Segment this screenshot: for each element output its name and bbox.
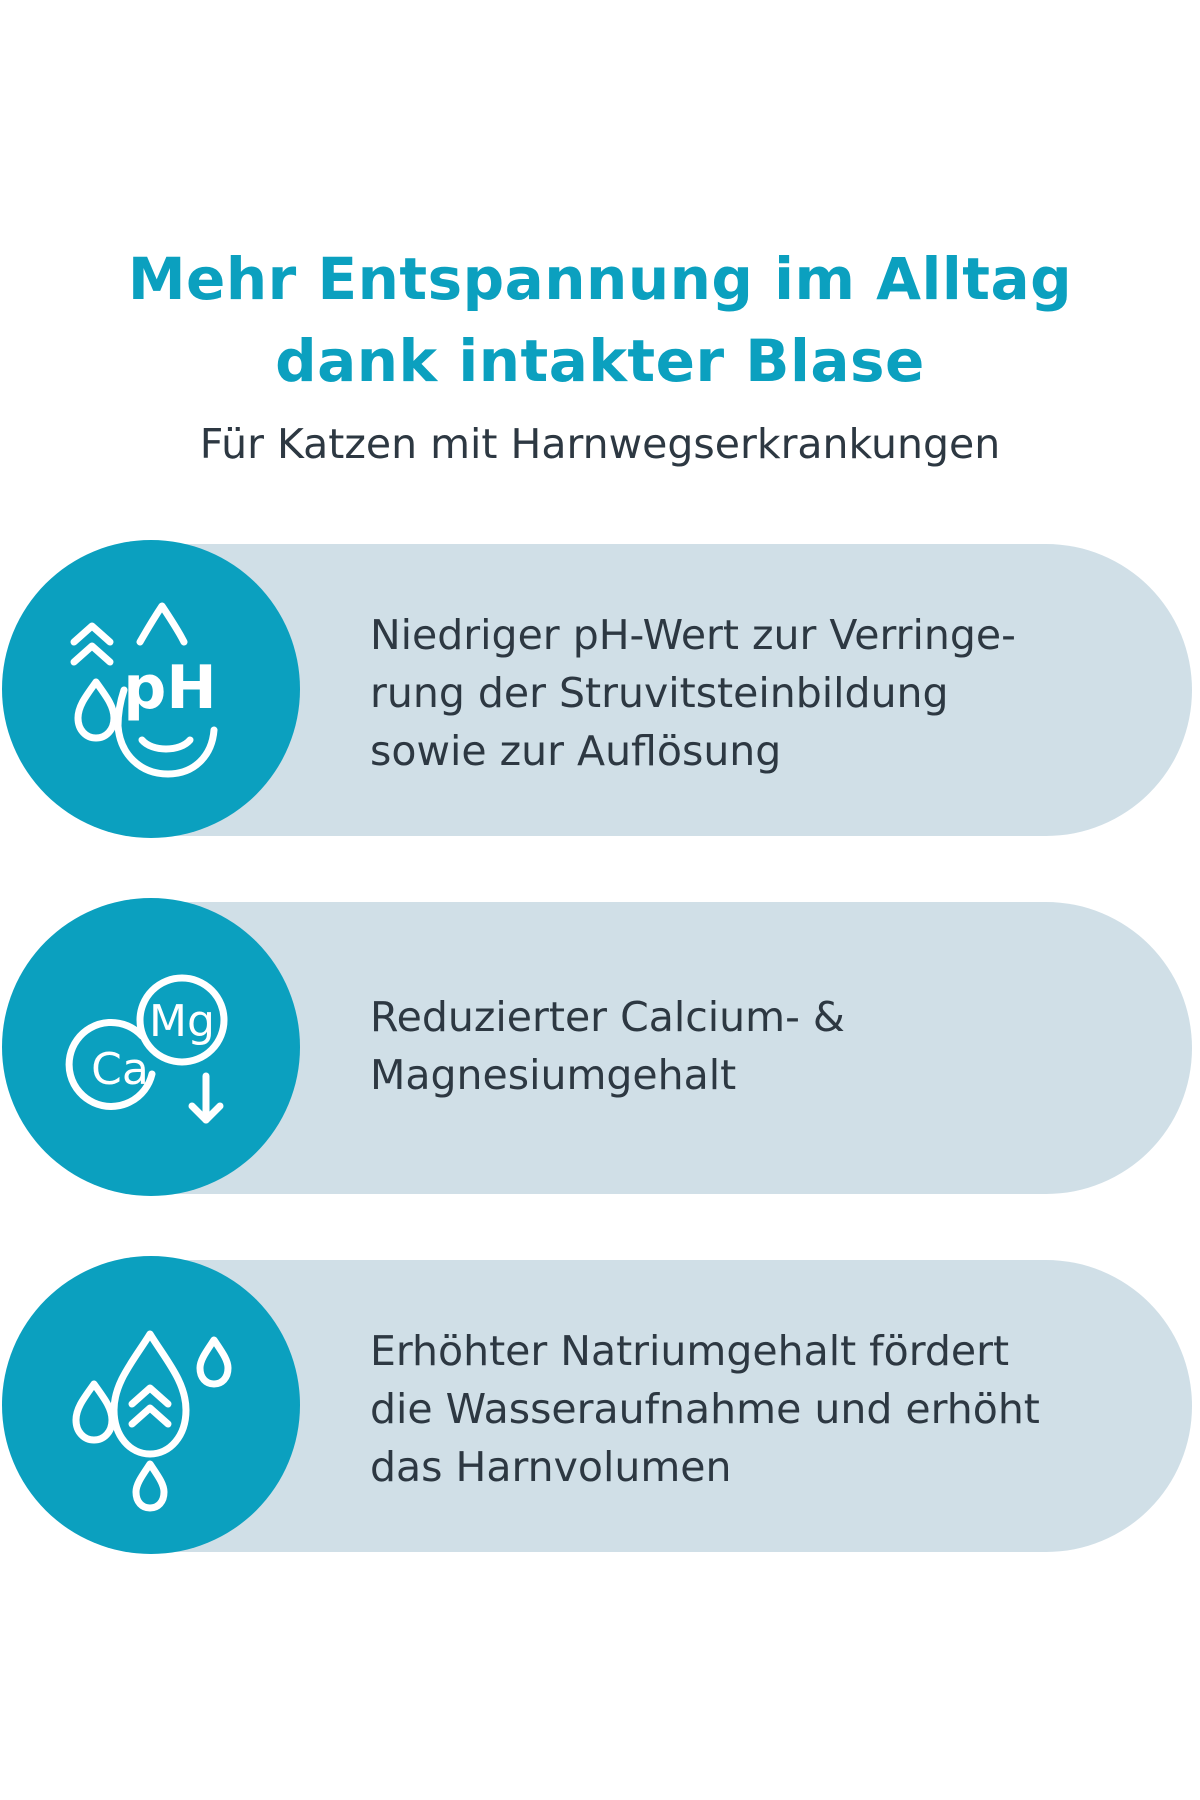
ca-icon-label: Ca: [91, 1044, 149, 1095]
feature-ph-line-2: rung der Struvitsteinbildung: [370, 669, 949, 717]
feature-ph: [0, 540, 1200, 840]
feature-ph-line-3: sowie zur Auflösung: [370, 727, 782, 775]
feature-sodium-line-2: die Wasseraufnahme und erhöht: [370, 1385, 1040, 1433]
mg-icon-label: Mg: [149, 996, 215, 1047]
feature-sodium-text: [370, 1322, 1170, 1496]
feature-minerals-line-1: Reduzierter Calcium- &: [370, 993, 845, 1041]
feature-minerals-text: [370, 988, 1170, 1104]
feature-sodium-line-1: Erhöhter Natriumgehalt fördert: [370, 1327, 1010, 1375]
feature-minerals-line-2: Magnesiumgehalt: [370, 1051, 737, 1099]
page-title: [0, 238, 1200, 402]
title-line-1: Mehr Entspannung im Alltag: [127, 245, 1073, 313]
feature-ph-line-1: Niedriger pH-Wert zur Verringe-: [370, 611, 1016, 659]
feature-sodium: [0, 1256, 1200, 1556]
ph-drop-icon: [2, 540, 300, 838]
feature-minerals: [0, 898, 1200, 1198]
water-drops-icon: [2, 1256, 300, 1554]
feature-sodium-line-3: das Harnvolumen: [370, 1443, 732, 1491]
title-line-2: dank intakter Blase: [275, 327, 925, 395]
ph-icon-label: pH: [123, 653, 217, 723]
calcium-magnesium-icon: [2, 898, 300, 1196]
feature-ph-text: [370, 606, 1170, 780]
page-subtitle: Für Katzen mit Harnwegserkrankungen: [199, 420, 1001, 468]
